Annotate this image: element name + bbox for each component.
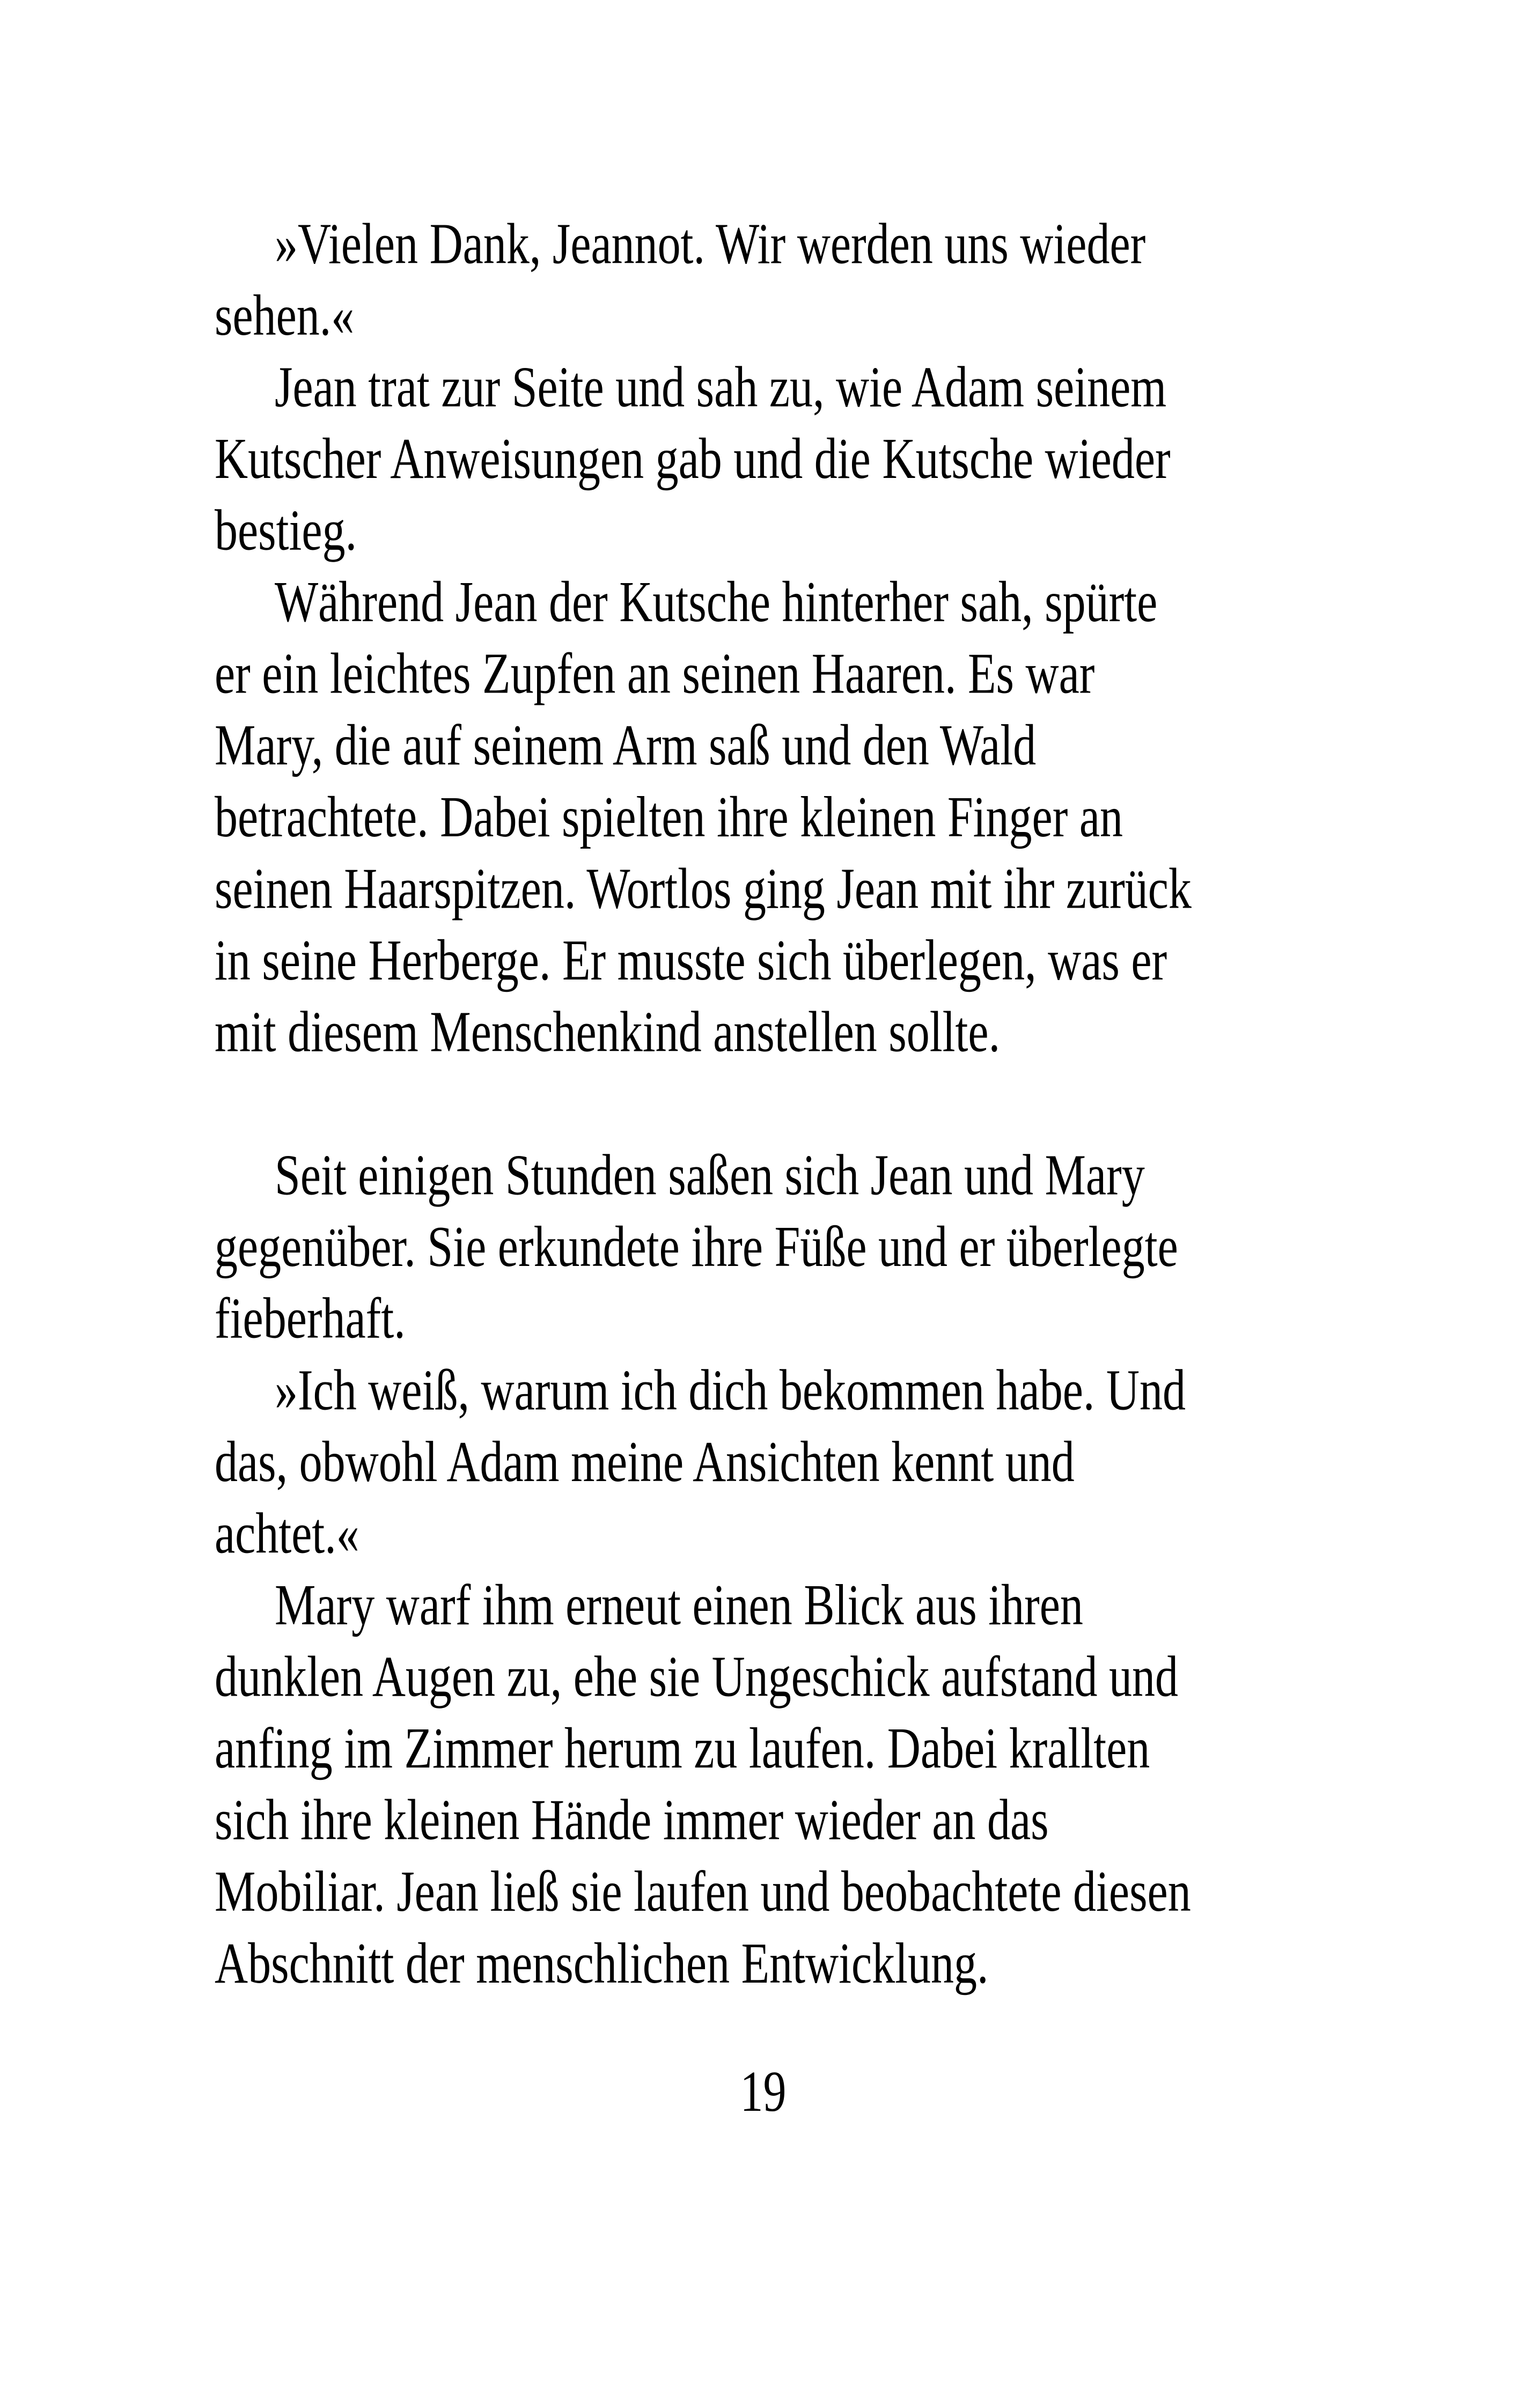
text-line: Seit einigen Stunden saßen sich Jean und Mary: [275, 1142, 1145, 1207]
text-line: Jean trat zur Seite und sah zu, wie Adam seinem: [275, 354, 1167, 419]
text-line: das, obwohl Adam meine Ansichten kennt und: [215, 1428, 1075, 1494]
text-line: seinen Haarspitzen. Wortlos ging Jean mit ihr zurück: [215, 856, 1192, 921]
paragraph-spacer: [215, 1067, 1312, 1139]
text-line: anfing im Zimmer herum zu laufen. Dabei krallten: [215, 1715, 1150, 1781]
text-line: Während Jean der Kutsche hinterher sah, spürte: [275, 569, 1158, 635]
text-line: sehen.«: [215, 282, 355, 348]
text-line: bestieg.: [215, 497, 357, 563]
text-block: [215, 208, 1312, 2127]
text-line: »Vielen Dank, Jeannot. Wir werden uns wieder: [275, 211, 1146, 276]
text-line: mit diesem Menschenkind anstellen sollte.: [215, 999, 1001, 1064]
text-line: betrachtete. Dabei spielten ihre kleinen Finger an: [215, 784, 1123, 849]
text-line: »Ich weiß, warum ich dich bekommen habe. Und: [275, 1357, 1186, 1423]
text-line: fieberhaft.: [215, 1285, 406, 1351]
text-line: Mary warf ihm erneut einen Blick aus ihren: [275, 1572, 1083, 1637]
text-line: Abschnitt der menschlichen Entwicklung.: [215, 1930, 989, 1995]
text-line: achtet.«: [215, 1500, 359, 1566]
text-line: in seine Herberge. Er musste sich überlegen, was er: [215, 927, 1167, 992]
text-line: Mobiliar. Jean ließ sie laufen und beobachtete diesen: [215, 1859, 1191, 1924]
page-number: 19: [740, 2059, 787, 2124]
text-line: Mary, die auf seinem Arm saß und den Wald: [215, 712, 1037, 778]
text-line: er ein leichtes Zupfen an seinen Haaren. Es war: [215, 640, 1095, 706]
text-line: Kutscher Anweisungen gab und die Kutsche wieder: [215, 425, 1171, 491]
text-line: gegenüber. Sie erkundete ihre Füße und er überlegte: [215, 1214, 1178, 1279]
text-line: sich ihre kleinen Hände immer wieder an das: [215, 1787, 1049, 1852]
text-line: dunklen Augen zu, ehe sie Ungeschick aufstand und: [215, 1644, 1178, 1709]
